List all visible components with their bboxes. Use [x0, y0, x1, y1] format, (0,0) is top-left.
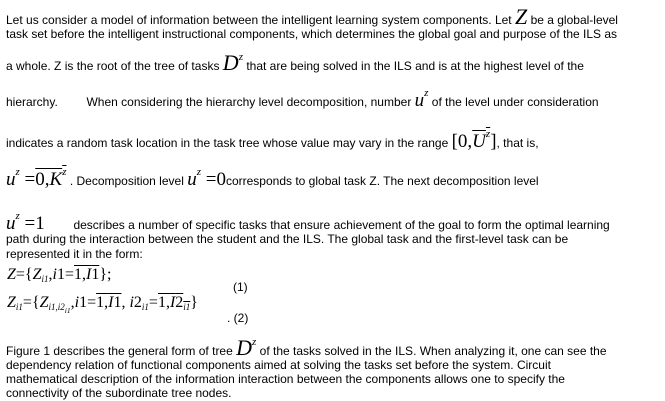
equation-1: $Z=\{Z_{i1},i1=1,I1\}$;: [7, 266, 112, 284]
expr-u-range: $u^z =0,K^z$: [6, 166, 67, 190]
range-expression: $[0,U^z]$: [451, 128, 497, 152]
para1-line2: task set before the intelligent instructional components, which determines the global goal and purpose of the ILS as: [6, 27, 618, 41]
para1-line8: path during the interaction between the student and the ILS. The global task and the first-level task can be: [6, 232, 569, 246]
para1-line5: indicates a random task location in the task tree whose value may vary in the range $[0,U^z]$, that is,: [6, 128, 539, 152]
equation-1-label: (1): [233, 280, 248, 294]
para1-line4: hierarchy. When considering the hierarchy level decomposition, number $u^z$ of the level under consideration: [6, 87, 599, 111]
para1-line3: a whole. Z is the root of the tree of tasks $D^z$ that are being solved in the ILS and is at the highest level of the: [6, 50, 584, 75]
symbol-D-z-2: $D^z$: [236, 335, 257, 360]
para1-line6: $u^z =0,K^z$ . Decomposition level $u^z$ =0corresponds to global task Z. The next decomposition level: [6, 166, 539, 190]
para2-line2: dependency relation of functional components aimed at solving the tasks set before the system. Circuit: [6, 358, 551, 372]
expr-u-one: $u^z =1$: [6, 210, 45, 234]
symbol-u-z: $u^z$: [414, 87, 429, 111]
symbol-D-z: $D^z$: [222, 50, 243, 75]
para1-line7: $u^z =1$ describes a number of specific tasks that ensure achievement of the goal to form the optimal learning: [6, 210, 610, 234]
para1-line9: represented it in the form:: [6, 247, 143, 261]
equation-2-label: . (2): [227, 311, 249, 325]
para2-line3: mathematical description of the information interaction between the components allows one to specify the: [6, 372, 565, 386]
equation-2: $Z_{i1}=\{Z_{i1,i2_{i1}},i1=1,I1$, $i2_{i1}=1,I2_{i1}$}: [7, 294, 198, 315]
para2-line4: connectivity of the subordinate tree nodes.: [6, 386, 232, 400]
expr-u-zero: $u^z =0$: [187, 166, 226, 190]
para1-line1: Let us consider a model of information between the intelligent learning system components. Let Z be a global-level: [6, 4, 618, 29]
symbol-Z: Z: [514, 4, 528, 29]
para2-line1: Figure 1 describes the general form of tree $D^z$ of the tasks solved in the ILS. When analyzing it, one can see the: [6, 335, 607, 360]
